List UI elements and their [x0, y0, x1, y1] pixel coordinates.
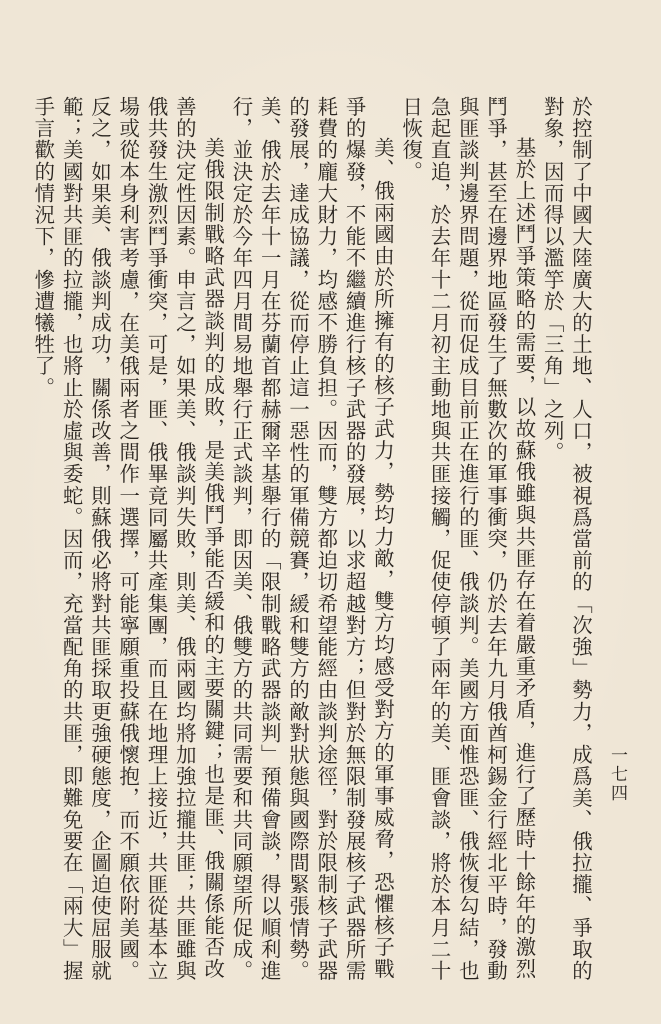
paragraph-3: 美、俄兩國由於所擁有的核子武力，勢均力敵，雙方均感受對方的軍事威脅，恐懼核子戰爭的爆發，不能不繼續進行核子武器的發展，以求超越對方；但對於無限制發展核子武器所需耗費的龐大財力，均感不勝負担。因而，雙方都迫切希望能經由談判途徑，對於限制核子武器的發展，達成協議，從而停止這一惡性的軍備競賽，緩和雙方的敵對狀態與國際間緊張情勢。美、俄於去年十一月在芬蘭首都赫爾辛基舉行的「限制戰略武器談判」預備會談，得以順利進行，並決定於今年四月間易地舉行正式談判，即因美、俄雙方的共同需要和共同願望所促成。: [229, 96, 395, 982]
paragraph-2: 基於上述鬥爭策略的需要，以故蘇俄雖與共匪存在着嚴重矛盾，進行了歷時十餘年的激烈鬥爭，甚至在邊界地區發生了無數次的軍事衝突，仍於去年九月俄酋柯錫金行經北平時，發動與匪談判邊界問題，從而促成目前正在進行的匪、俄談判。美國方面惟恐匪、俄恢復勾結，也急起直追，於去年十二月初主動地與共匪接觸，促使停頓了兩年的美、匪會談，將於本月二十日恢復。: [399, 96, 537, 982]
page-number: 一七四: [607, 746, 627, 803]
paragraph-1: 於控制了中國大陸廣大的土地、人口，被視爲當前的「次強」勢力，成爲美、俄拉攏、爭取的對象，因而得以濫竽於「三角」之列。: [540, 96, 593, 982]
paragraph-4: 美俄限制戰略武器談判的成敗，是美俄鬥爭能否緩和的主要關鍵；也是匪、俄關係能否改善的決定性因素。申言之，如果美、俄談判失敗，則美、俄兩國均將加強拉攏共匪；共匪雖與俄共發生激烈鬥爭衝突，可是，匪、俄畢竟同屬共產集團，而且在地理上接近，共匪從基本立場或從本身利害考慮，在美俄兩者之間作一選擇，可能寧願重投蘇俄懷抱，而不願依附美國。反之，如果美、俄談判成功，關係改善，則蘇俄必將對共匪採取更強硬態度，企圖迫使屈服就範；美國對共匪的拉攏，也將止於虛與委蛇。因而，充當配角的共匪，即難免要在「兩大」握手言歡的情況下，慘遭犧牲了。: [31, 96, 226, 982]
body-text: [29, 96, 595, 996]
